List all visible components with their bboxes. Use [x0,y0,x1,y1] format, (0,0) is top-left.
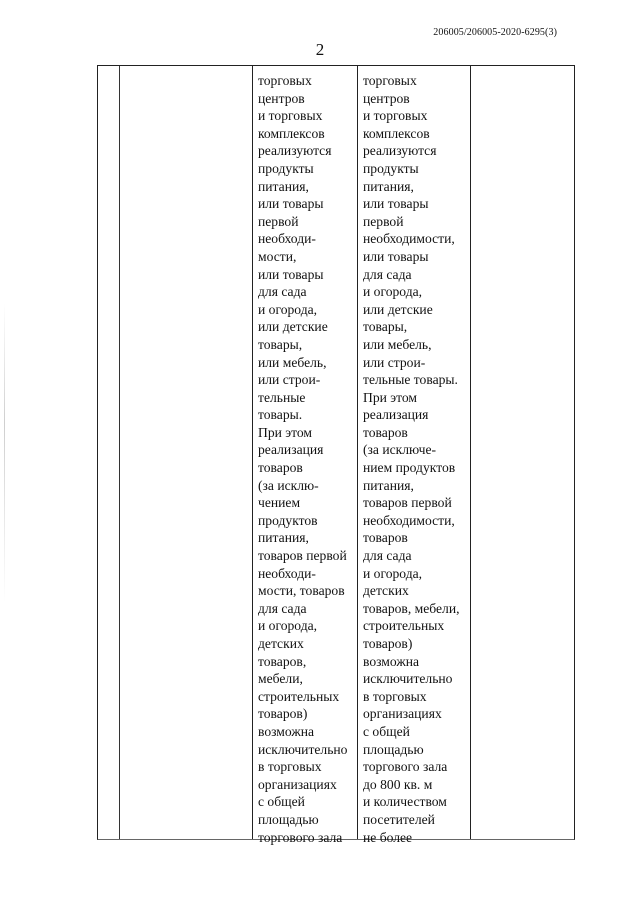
table-cell-text-col4: торговых центров и торговых комплексов реализуются продукты питания, или товары первой необходимости, или товары для сада и огорода, или детские товары, или мебель, или строи- тельные товары. При этом реализация товаров (за исключе- нием продуктов питания, товаров первой необходимости, товаров для сада и огорода, детских товаров, мебели, строительных товаров) возможна исключительно в торговых организациях с общей площадью торгового зала до 800 кв. м и количеством посетителей не более [363,73,460,845]
page-number: 2 [315,40,325,59]
document-table [97,65,575,845]
scan-edge-mark [4,303,5,603]
table-column-5 [471,66,574,839]
table-column-2 [120,66,253,839]
table-column-3 [253,66,358,845]
document-id: 206005/206005-2020-6295(3) [433,27,557,38]
table-column-4 [358,66,471,845]
table-cell-text-col3: торговых центров и торговых комплексов реализуются продукты питания, или товары первой необходи- мости, или товары для сада и огорода, или детские товары, или мебель, или строи- тельные товары. При этом реализация товаров (за исклю- чением продуктов питания, товаров первой необходи- мости, товаров для сада и огорода, детских товаров, мебели, строительных товаров) возможна исключительно в торговых организациях с общей площадью торгового зала [258,73,348,845]
table-column-1 [98,66,120,839]
